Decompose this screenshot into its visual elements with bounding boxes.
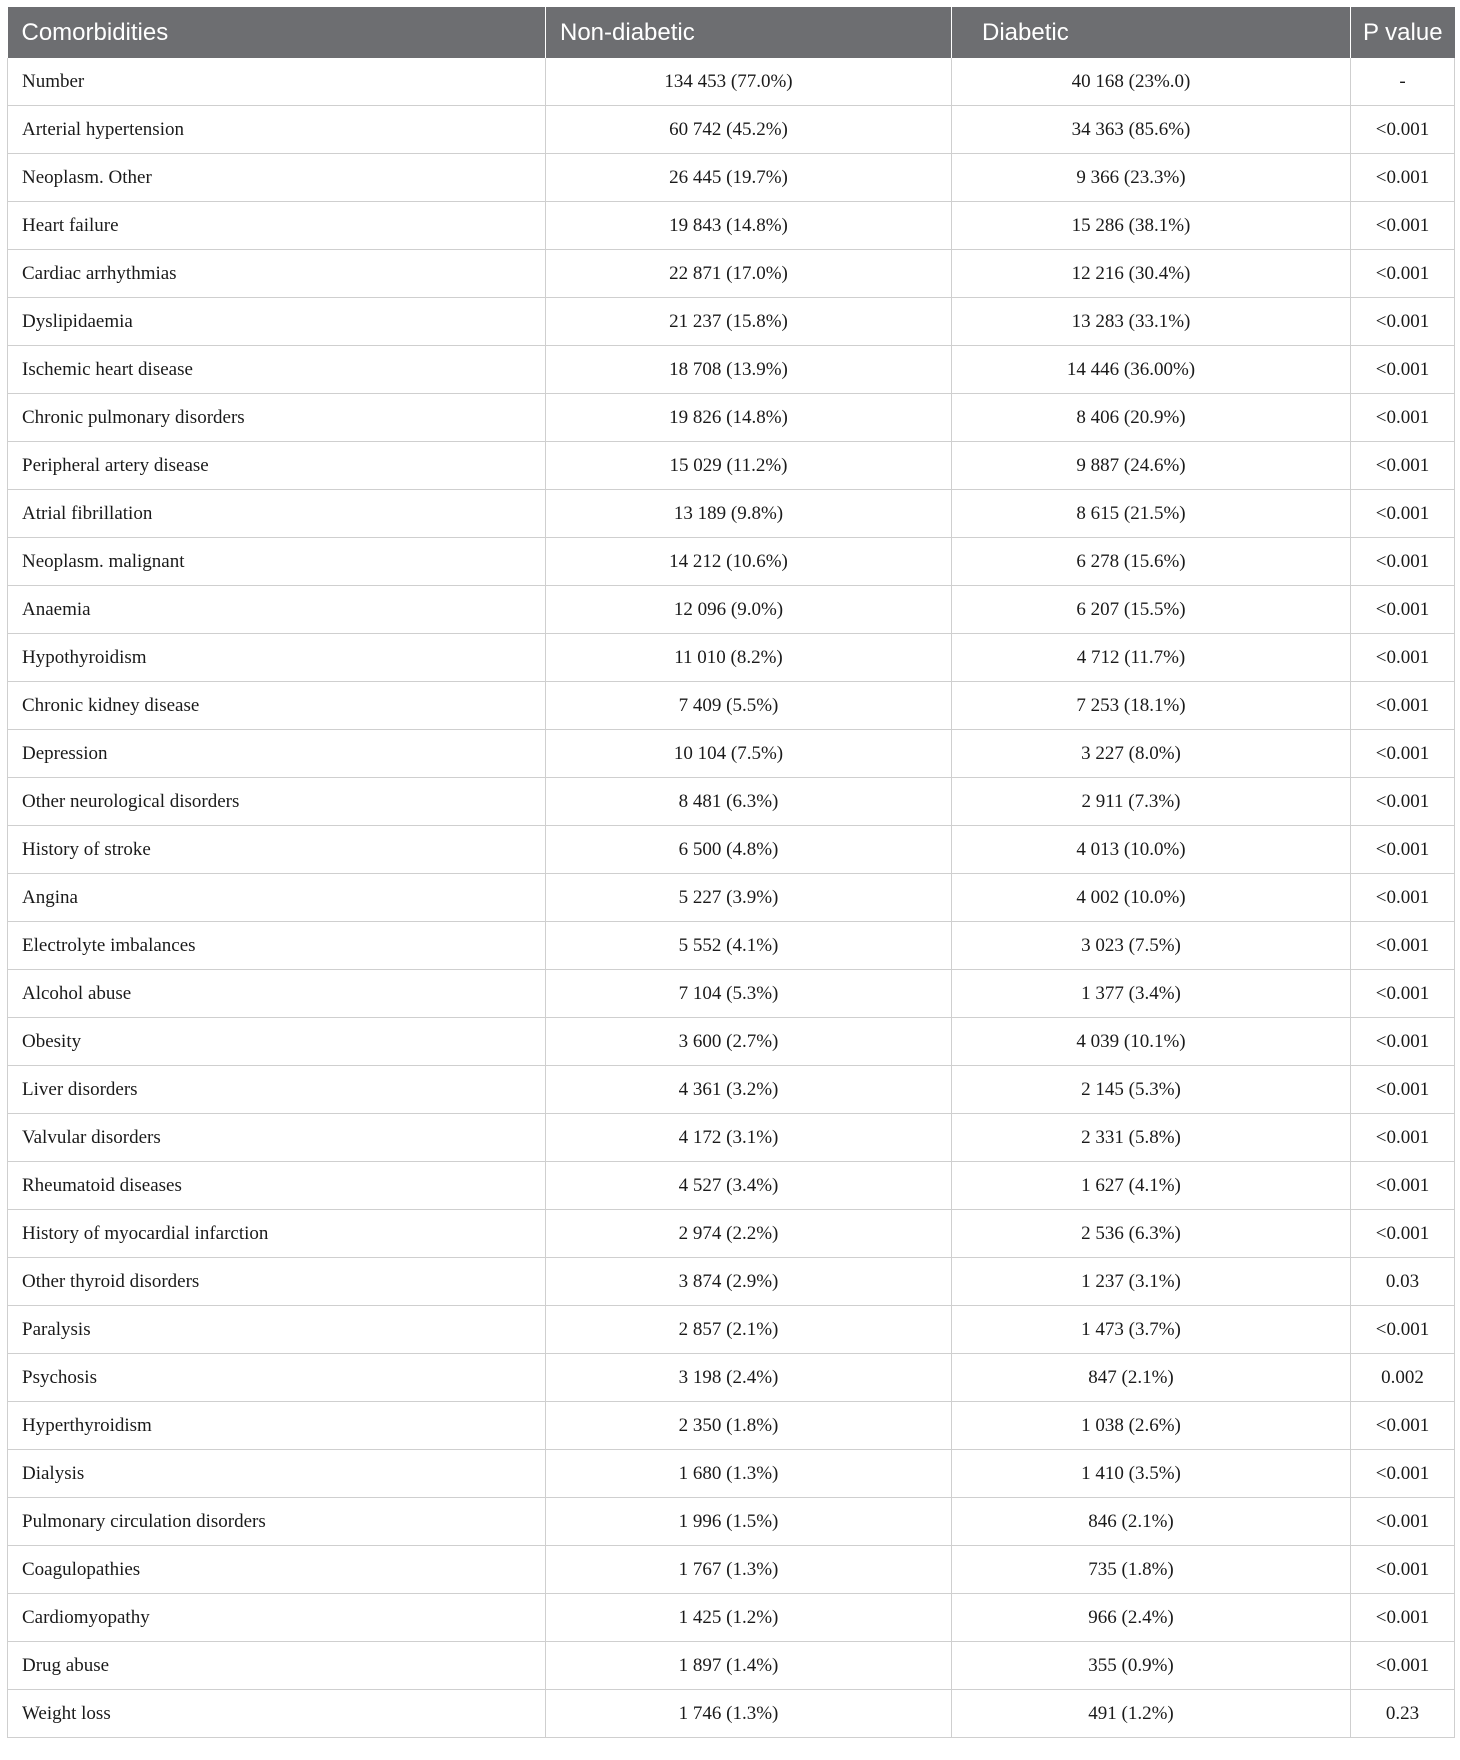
comorbidity-cell: Heart failure	[8, 202, 546, 250]
non-diabetic-cell: 1 897 (1.4%)	[546, 1642, 952, 1690]
comorbidity-cell: Hyperthyroidism	[8, 1402, 546, 1450]
p-value-cell: <0.001	[1351, 730, 1455, 778]
p-value-cell: <0.001	[1351, 154, 1455, 202]
non-diabetic-cell: 10 104 (7.5%)	[546, 730, 952, 778]
diabetic-cell: 2 331 (5.8%)	[952, 1114, 1351, 1162]
comorbidity-cell: Peripheral artery disease	[8, 442, 546, 490]
diabetic-cell: 1 377 (3.4%)	[952, 970, 1351, 1018]
p-value-cell: <0.001	[1351, 682, 1455, 730]
header-comorbidities: Comorbidities	[8, 7, 546, 58]
table-row	[8, 490, 1455, 538]
table-row	[8, 778, 1455, 826]
p-value-cell: <0.001	[1351, 922, 1455, 970]
non-diabetic-cell: 7 409 (5.5%)	[546, 682, 952, 730]
p-value-cell: <0.001	[1351, 970, 1455, 1018]
table-row	[8, 826, 1455, 874]
non-diabetic-cell: 3 874 (2.9%)	[546, 1258, 952, 1306]
non-diabetic-cell: 1 425 (1.2%)	[546, 1594, 952, 1642]
diabetic-cell: 1 038 (2.6%)	[952, 1402, 1351, 1450]
diabetic-cell: 15 286 (38.1%)	[952, 202, 1351, 250]
non-diabetic-cell: 11 010 (8.2%)	[546, 634, 952, 682]
diabetic-cell: 1 473 (3.7%)	[952, 1306, 1351, 1354]
non-diabetic-cell: 26 445 (19.7%)	[546, 154, 952, 202]
comorbidity-cell: Cardiac arrhythmias	[8, 250, 546, 298]
p-value-cell: <0.001	[1351, 1018, 1455, 1066]
table-row	[8, 1354, 1455, 1402]
comorbidities-table-container	[7, 7, 1454, 1738]
table-row	[8, 1066, 1455, 1114]
comorbidity-cell: Weight loss	[8, 1690, 546, 1738]
comorbidity-cell: Dialysis	[8, 1450, 546, 1498]
non-diabetic-cell: 60 742 (45.2%)	[546, 106, 952, 154]
table-row	[8, 538, 1455, 586]
non-diabetic-cell: 3 198 (2.4%)	[546, 1354, 952, 1402]
table-row	[8, 634, 1455, 682]
comorbidity-cell: Pulmonary circulation disorders	[8, 1498, 546, 1546]
table-row	[8, 250, 1455, 298]
diabetic-cell: 846 (2.1%)	[952, 1498, 1351, 1546]
p-value-cell: <0.001	[1351, 1546, 1455, 1594]
p-value-cell: <0.001	[1351, 1498, 1455, 1546]
diabetic-cell: 491 (1.2%)	[952, 1690, 1351, 1738]
p-value-cell: <0.001	[1351, 442, 1455, 490]
comorbidity-cell: Cardiomyopathy	[8, 1594, 546, 1642]
non-diabetic-cell: 4 361 (3.2%)	[546, 1066, 952, 1114]
table-row	[8, 1498, 1455, 1546]
table-row	[8, 58, 1455, 106]
diabetic-cell: 34 363 (85.6%)	[952, 106, 1351, 154]
p-value-cell: 0.002	[1351, 1354, 1455, 1402]
non-diabetic-cell: 12 096 (9.0%)	[546, 586, 952, 634]
comorbidity-cell: Angina	[8, 874, 546, 922]
non-diabetic-cell: 1 767 (1.3%)	[546, 1546, 952, 1594]
diabetic-cell: 966 (2.4%)	[952, 1594, 1351, 1642]
table-body	[8, 58, 1455, 1738]
non-diabetic-cell: 13 189 (9.8%)	[546, 490, 952, 538]
diabetic-cell: 6 207 (15.5%)	[952, 586, 1351, 634]
p-value-cell: <0.001	[1351, 826, 1455, 874]
non-diabetic-cell: 14 212 (10.6%)	[546, 538, 952, 586]
table-row	[8, 1258, 1455, 1306]
non-diabetic-cell: 1 746 (1.3%)	[546, 1690, 952, 1738]
non-diabetic-cell: 19 826 (14.8%)	[546, 394, 952, 442]
p-value-cell: <0.001	[1351, 250, 1455, 298]
table-row	[8, 346, 1455, 394]
p-value-cell: <0.001	[1351, 1450, 1455, 1498]
table-row	[8, 1114, 1455, 1162]
p-value-cell: <0.001	[1351, 1066, 1455, 1114]
diabetic-cell: 8 406 (20.9%)	[952, 394, 1351, 442]
non-diabetic-cell: 21 237 (15.8%)	[546, 298, 952, 346]
comorbidity-cell: History of stroke	[8, 826, 546, 874]
non-diabetic-cell: 5 227 (3.9%)	[546, 874, 952, 922]
p-value-cell: <0.001	[1351, 1402, 1455, 1450]
table-row	[8, 298, 1455, 346]
comorbidity-cell: Chronic kidney disease	[8, 682, 546, 730]
p-value-cell: <0.001	[1351, 874, 1455, 922]
p-value-cell: <0.001	[1351, 538, 1455, 586]
comorbidity-cell: Other thyroid disorders	[8, 1258, 546, 1306]
diabetic-cell: 9 366 (23.3%)	[952, 154, 1351, 202]
diabetic-cell: 40 168 (23%.0)	[952, 58, 1351, 106]
table-header	[8, 7, 1455, 58]
comorbidity-cell: Obesity	[8, 1018, 546, 1066]
non-diabetic-cell: 7 104 (5.3%)	[546, 970, 952, 1018]
non-diabetic-cell: 15 029 (11.2%)	[546, 442, 952, 490]
header-non-diabetic: Non-diabetic	[546, 7, 952, 58]
table-row	[8, 1594, 1455, 1642]
comorbidity-cell: Arterial hypertension	[8, 106, 546, 154]
header-row	[8, 7, 1455, 58]
header-diabetic: Diabetic	[952, 7, 1351, 58]
non-diabetic-cell: 5 552 (4.1%)	[546, 922, 952, 970]
p-value-cell: <0.001	[1351, 1114, 1455, 1162]
table-row	[8, 1210, 1455, 1258]
non-diabetic-cell: 134 453 (77.0%)	[546, 58, 952, 106]
comorbidity-cell: Number	[8, 58, 546, 106]
comorbidity-cell: Dyslipidaemia	[8, 298, 546, 346]
comorbidity-cell: Ischemic heart disease	[8, 346, 546, 394]
diabetic-cell: 1 237 (3.1%)	[952, 1258, 1351, 1306]
p-value-cell: <0.001	[1351, 298, 1455, 346]
table-row	[8, 586, 1455, 634]
table-row	[8, 1018, 1455, 1066]
diabetic-cell: 7 253 (18.1%)	[952, 682, 1351, 730]
diabetic-cell: 12 216 (30.4%)	[952, 250, 1351, 298]
table-row	[8, 1642, 1455, 1690]
table-row	[8, 922, 1455, 970]
table-row	[8, 442, 1455, 490]
diabetic-cell: 2 911 (7.3%)	[952, 778, 1351, 826]
table-row	[8, 394, 1455, 442]
comorbidity-cell: Neoplasm. Other	[8, 154, 546, 202]
diabetic-cell: 355 (0.9%)	[952, 1642, 1351, 1690]
non-diabetic-cell: 22 871 (17.0%)	[546, 250, 952, 298]
comorbidity-cell: Depression	[8, 730, 546, 778]
table-row	[8, 1402, 1455, 1450]
non-diabetic-cell: 2 857 (2.1%)	[546, 1306, 952, 1354]
table-row	[8, 682, 1455, 730]
comorbidity-cell: Hypothyroidism	[8, 634, 546, 682]
p-value-cell: 0.03	[1351, 1258, 1455, 1306]
comorbidity-cell: Rheumatoid diseases	[8, 1162, 546, 1210]
non-diabetic-cell: 2 350 (1.8%)	[546, 1402, 952, 1450]
diabetic-cell: 2 536 (6.3%)	[952, 1210, 1351, 1258]
p-value-cell: -	[1351, 58, 1455, 106]
diabetic-cell: 8 615 (21.5%)	[952, 490, 1351, 538]
non-diabetic-cell: 2 974 (2.2%)	[546, 1210, 952, 1258]
non-diabetic-cell: 4 527 (3.4%)	[546, 1162, 952, 1210]
comorbidity-cell: Neoplasm. malignant	[8, 538, 546, 586]
table-row	[8, 1546, 1455, 1594]
non-diabetic-cell: 4 172 (3.1%)	[546, 1114, 952, 1162]
comorbidity-cell: Electrolyte imbalances	[8, 922, 546, 970]
diabetic-cell: 735 (1.8%)	[952, 1546, 1351, 1594]
non-diabetic-cell: 8 481 (6.3%)	[546, 778, 952, 826]
diabetic-cell: 2 145 (5.3%)	[952, 1066, 1351, 1114]
table-row	[8, 106, 1455, 154]
comorbidity-cell: History of myocardial infarction	[8, 1210, 546, 1258]
diabetic-cell: 4 013 (10.0%)	[952, 826, 1351, 874]
diabetic-cell: 4 002 (10.0%)	[952, 874, 1351, 922]
comorbidity-cell: Other neurological disorders	[8, 778, 546, 826]
header-p-value: P value	[1351, 7, 1455, 58]
table-row	[8, 970, 1455, 1018]
non-diabetic-cell: 18 708 (13.9%)	[546, 346, 952, 394]
comorbidity-cell: Valvular disorders	[8, 1114, 546, 1162]
diabetic-cell: 9 887 (24.6%)	[952, 442, 1351, 490]
table-row	[8, 1162, 1455, 1210]
comorbidity-cell: Chronic pulmonary disorders	[8, 394, 546, 442]
p-value-cell: 0.23	[1351, 1690, 1455, 1738]
p-value-cell: <0.001	[1351, 1306, 1455, 1354]
p-value-cell: <0.001	[1351, 1594, 1455, 1642]
p-value-cell: <0.001	[1351, 202, 1455, 250]
diabetic-cell: 3 227 (8.0%)	[952, 730, 1351, 778]
non-diabetic-cell: 1 680 (1.3%)	[546, 1450, 952, 1498]
p-value-cell: <0.001	[1351, 106, 1455, 154]
comorbidity-cell: Coagulopathies	[8, 1546, 546, 1594]
diabetic-cell: 4 712 (11.7%)	[952, 634, 1351, 682]
diabetic-cell: 1 410 (3.5%)	[952, 1450, 1351, 1498]
comorbidity-cell: Drug abuse	[8, 1642, 546, 1690]
comorbidity-cell: Psychosis	[8, 1354, 546, 1402]
comorbidities-table	[7, 7, 1455, 1738]
p-value-cell: <0.001	[1351, 490, 1455, 538]
p-value-cell: <0.001	[1351, 778, 1455, 826]
table-row	[8, 730, 1455, 778]
diabetic-cell: 4 039 (10.1%)	[952, 1018, 1351, 1066]
comorbidity-cell: Paralysis	[8, 1306, 546, 1354]
diabetic-cell: 13 283 (33.1%)	[952, 298, 1351, 346]
non-diabetic-cell: 1 996 (1.5%)	[546, 1498, 952, 1546]
diabetic-cell: 14 446 (36.00%)	[952, 346, 1351, 394]
comorbidity-cell: Atrial fibrillation	[8, 490, 546, 538]
p-value-cell: <0.001	[1351, 634, 1455, 682]
p-value-cell: <0.001	[1351, 394, 1455, 442]
diabetic-cell: 847 (2.1%)	[952, 1354, 1351, 1402]
non-diabetic-cell: 6 500 (4.8%)	[546, 826, 952, 874]
table-row	[8, 874, 1455, 922]
table-row	[8, 1450, 1455, 1498]
table-row	[8, 1690, 1455, 1738]
diabetic-cell: 6 278 (15.6%)	[952, 538, 1351, 586]
p-value-cell: <0.001	[1351, 1642, 1455, 1690]
table-row	[8, 202, 1455, 250]
diabetic-cell: 1 627 (4.1%)	[952, 1162, 1351, 1210]
p-value-cell: <0.001	[1351, 1210, 1455, 1258]
comorbidity-cell: Alcohol abuse	[8, 970, 546, 1018]
non-diabetic-cell: 19 843 (14.8%)	[546, 202, 952, 250]
comorbidity-cell: Liver disorders	[8, 1066, 546, 1114]
p-value-cell: <0.001	[1351, 586, 1455, 634]
non-diabetic-cell: 3 600 (2.7%)	[546, 1018, 952, 1066]
p-value-cell: <0.001	[1351, 346, 1455, 394]
diabetic-cell: 3 023 (7.5%)	[952, 922, 1351, 970]
p-value-cell: <0.001	[1351, 1162, 1455, 1210]
table-row	[8, 1306, 1455, 1354]
comorbidity-cell: Anaemia	[8, 586, 546, 634]
table-row	[8, 154, 1455, 202]
